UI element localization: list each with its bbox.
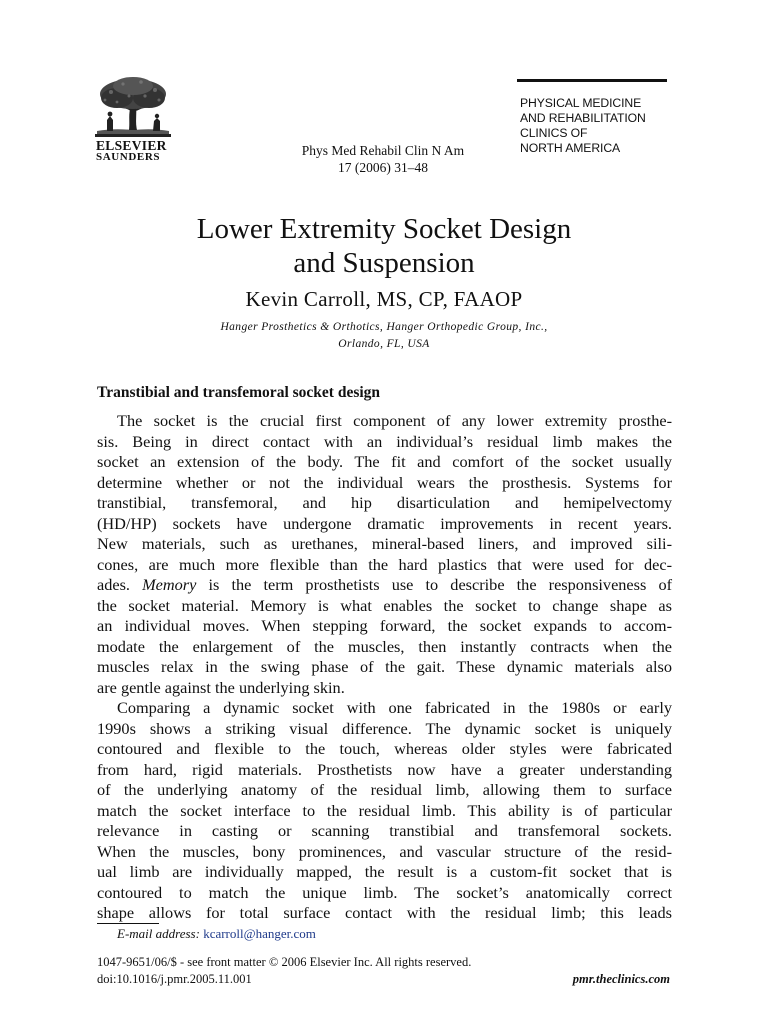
journal-url[interactable]: pmr.theclinics.com [572, 972, 670, 986]
article-body [97, 411, 672, 924]
article-author: Kevin Carroll, MS, CP, FAAOP [245, 287, 523, 311]
journal-citation [250, 142, 516, 176]
footnote-rule [97, 923, 159, 924]
copyright-line: 1047-9651/06/$ - see front matter © 2006 Elsevier Inc. All rights reserved. [97, 955, 472, 969]
text-line: cones, are much more flexible than the hard plastics that were used for dec- [97, 554, 672, 574]
text-line: The socket is the crucial first component of any lower extremity prosthe- [117, 411, 672, 430]
publisher-name: ELSEVIER [96, 138, 167, 153]
text-line: transtibial, transfemoral, and hip disarticulation and hemipelvectomy [97, 493, 672, 512]
doi-line: doi:10.1016/j.pmr.2005.11.001 [97, 972, 252, 986]
text-line: sis. Being in direct contact with an individual’s residual limb makes the [97, 431, 672, 451]
text-segment: ades. [97, 575, 130, 594]
affiliation-line: Hanger Prosthetics & Orthotics, Hanger Orthopedic Group, Inc., [220, 321, 548, 333]
emphasis-term: Memory [142, 575, 197, 594]
journal-rule [517, 79, 667, 82]
paragraph-2 [97, 698, 672, 924]
text-line: shape allows for total surface contact with the residual limb; this leads [97, 903, 672, 922]
text-line: from hard, rigid materials. Prosthetists now have a greater understanding [97, 759, 672, 779]
section-heading: Transtibial and transfemoral socket design [97, 384, 381, 401]
paragraph-1 [97, 411, 672, 698]
footnote [117, 926, 316, 942]
text-line: modate the enlargement of the muscles, then instantly contracts when the [97, 636, 672, 656]
text-line: When the muscles, bony prominences, and vascular structure of the resid- [97, 841, 672, 861]
text-line [97, 575, 672, 596]
citation-line: 17 (2006) 31–48 [338, 160, 428, 175]
email-link[interactable]: kcarroll@hanger.com [203, 926, 316, 941]
text-line: relevance in casting or scanning transtibial and transfemoral sockets. [97, 821, 672, 840]
publisher-imprint: SAUNDERS [96, 151, 161, 163]
text-line: New materials, such as urethanes, mineral-based liners, and improved sili- [97, 534, 672, 553]
text-line: the socket material. Memory is what enables the socket to change shape as [97, 595, 672, 615]
text-line: ual limb are individually mapped, the result is a custom-fit socket that is [97, 862, 672, 881]
text-line: contoured and flexible to the touch, whereas older styles were fabricated [97, 739, 672, 758]
text-line: are gentle against the underlying skin. [97, 677, 345, 697]
text-line: contoured to match the unique limb. The socket’s anatomically correct [97, 882, 672, 902]
title-line: Lower Extremity Socket Design [196, 213, 572, 245]
email-label: E-mail address: [117, 926, 200, 941]
text-line: 1990s shows a striking visual difference. The dynamic socket is uniquely [97, 718, 672, 738]
citation-line: Phys Med Rehabil Clin N Am [301, 143, 465, 158]
text-line: an individual moves. When stepping forward, the socket expands to accom- [97, 616, 672, 635]
text-segment: is the term prosthetists use to describe the responsiveness of [208, 575, 673, 594]
article-title [84, 212, 684, 280]
copyright-block [97, 954, 471, 988]
journal-name-line: NORTH AMERICA [520, 141, 621, 155]
text-line: Comparing a dynamic socket with one fabricated in the 1980s or early [117, 698, 672, 717]
text-line: determine whether or not the individual wears the prosthesis. Systems for [97, 472, 672, 492]
title-line: and Suspension [293, 247, 475, 279]
journal-name-line: AND REHABILITATION [520, 111, 646, 125]
journal-name-line: PHYSICAL MEDICINE [520, 96, 642, 110]
text-line: of the underlying anatomy of the residual limb, allowing them to surface [97, 780, 672, 799]
text-line: match the socket interface to the residual limb. This ability is of particular [97, 800, 672, 820]
author-affiliation [84, 319, 684, 353]
text-line: (HD/HP) sockets have undergone dramatic improvements in recent years. [97, 513, 672, 533]
text-line: socket an extension of the body. The fit and comfort of the socket usually [97, 452, 672, 471]
journal-name [520, 96, 646, 156]
journal-name-line: CLINICS OF [520, 126, 588, 140]
elsevier-tree-logo [93, 76, 173, 138]
text-line: muscles relax in the swing phase of the gait. These dynamic materials also [97, 657, 672, 676]
affiliation-line: Orlando, FL, USA [338, 338, 430, 350]
